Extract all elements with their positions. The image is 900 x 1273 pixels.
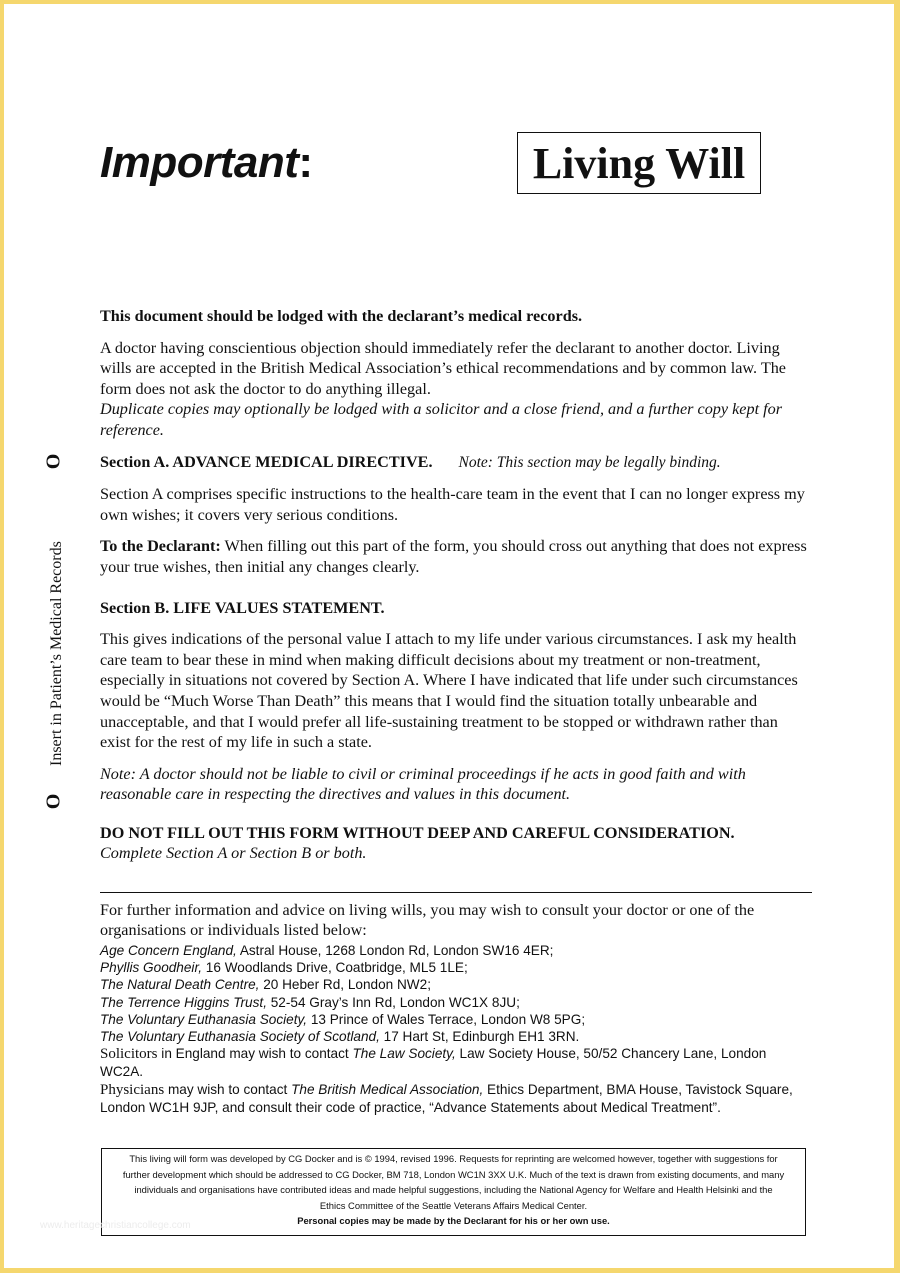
org-address: 20 Heber Rd, London NW2;: [259, 977, 431, 993]
lodged-notice: This document should be lodged with the declarant’s medical records.: [100, 307, 583, 325]
footer-credits: This living will form was developed by CG Docker and is © 1994, revised 1996. Requests for reprinting are welcomed however, together with suggestions for further development which should be addressed to CG Docker, BM 718, London WC1N 3XX U.K. Much of the text is drawn from existing documents, and many individuals and organisations have contributed ideas and made helpful suggestions, including the National Agency for Welfare and Health Helsinki and the Ethics Committee of the Seattle Veterans Affairs Medical Center.: [122, 1153, 785, 1211]
side-mark-bottom: O: [42, 793, 65, 810]
physicians-item: [100, 1081, 800, 1116]
list-item: [100, 942, 800, 959]
divider-line: [100, 892, 812, 893]
important-colon: :: [298, 138, 313, 187]
solicitors-mid: in England may wish to contact: [157, 1046, 353, 1062]
main-content: [100, 306, 812, 864]
section-b-note: Note: A doctor should not be liable to civil or criminal proceedings if he acts in good faith and with reasonable care in respecting the directives and values in this document.: [100, 764, 746, 804]
living-will-title: Living Will: [532, 138, 746, 188]
side-mark-top: O: [42, 453, 65, 470]
bma-address: Ethics Department, BMA House, Tavistock Square, London WC1H 9JP, and consult their code of practice, “Advance Statements about Medical Treatment”.: [100, 1081, 793, 1115]
solicitors-word: Solicitors: [100, 1046, 158, 1063]
org-name: Phyllis Goodheir,: [100, 960, 203, 976]
org-name: The Terrence Higgins Trust,: [100, 994, 267, 1010]
org-address: 16 Woodlands Drive, Coatbridge, ML5 1LE;: [202, 960, 468, 976]
warning-caps: DO NOT FILL OUT THIS FORM WITHOUT DEEP AND CAREFUL CONSIDERATION.: [100, 823, 735, 842]
document-page: [4, 4, 894, 1268]
declarant-text: When filling out this part of the form, you should cross out anything that does not express your true wishes, then initial any changes clearly.: [100, 537, 807, 576]
bma-name: The British Medical Association,: [291, 1081, 484, 1097]
important-heading: [100, 138, 313, 188]
org-address: 52-54 Gray’s Inn Rd, London WC1X 8JU;: [266, 994, 520, 1010]
watermark-text: www.heritagechristiancollege.com: [40, 1220, 191, 1231]
list-item: [100, 994, 800, 1011]
living-will-title-box: [517, 132, 761, 194]
section-b-heading: Section B. LIFE VALUES STATEMENT.: [100, 598, 385, 617]
list-item: [100, 976, 800, 993]
org-name: The Natural Death Centre,: [100, 977, 260, 993]
footer-credits-box: [101, 1148, 806, 1236]
physicians-word: Physicians: [100, 1081, 165, 1098]
org-address: Astral House, 1268 London Rd, London SW16 4ER;: [236, 943, 554, 958]
law-society-address: Law Society House, 50/52 Chancery Lane, London WC2A.: [100, 1046, 767, 1080]
section-a-heading: Section A. ADVANCE MEDICAL DIRECTIVE.: [100, 452, 433, 471]
list-item: [100, 959, 800, 976]
list-item: [100, 1028, 800, 1045]
list-item: [100, 1011, 800, 1028]
doctor-paragraph: A doctor having conscientious objection should immediately refer the declarant to another doctor. Living wills are accepted in the British Medical Association’s ethical recommendations and by common law. The form does not ask the doctor to do anything illegal.: [100, 338, 786, 398]
org-address: 13 Prince of Wales Terrace, London W8 5PG;: [307, 1011, 586, 1027]
complete-sections: Complete Section A or Section B or both.: [100, 844, 367, 863]
org-name: The Voluntary Euthanasia Society,: [100, 1011, 308, 1027]
section-a-body: Section A comprises specific instructions to the health-care team in the event that I can no longer express my own wishes; it covers very serious conditions.: [100, 485, 805, 524]
duplicate-copies-paragraph: Duplicate copies may optionally be lodged with a solicitor and a close friend, and a further copy kept for reference.: [100, 400, 783, 439]
important-word: Important: [100, 138, 299, 187]
physicians-mid: may wish to contact: [164, 1081, 292, 1097]
solicitors-item: [100, 1045, 800, 1080]
side-label-medical-records: Insert in Patient’s Medical Records: [48, 541, 65, 766]
org-address: 17 Hart St, Edinburgh EH1 3RN.: [379, 1029, 580, 1045]
personal-copies-note: Personal copies may be made by the Declarant for his or her own use.: [297, 1215, 610, 1227]
org-name: Age Concern England,: [100, 943, 237, 958]
declarant-instruction: [100, 536, 812, 577]
law-society-name: The Law Society,: [352, 1046, 456, 1062]
org-name: The Voluntary Euthanasia Society of Scotland,: [100, 1029, 380, 1045]
further-info-intro: For further information and advice on living wills, you may wish to consult your doctor or one of the organisations or individuals listed below:: [100, 901, 755, 939]
section-b-body: This gives indications of the personal value I attach to my life under various circumstances. I ask my health care team to bear these in mind when making difficult decisions about my treatment or non-treatment, especially in situations not covered by Section A. Where I have indicated that life under such circumstances would be “Much Worse Than Death” this means that I would find the situation totally unbearable and unacceptable, and that I would prefer all life-sustaining treatment to be stopped or withdrawn rather than exist for the rest of my life in such a state.: [100, 630, 798, 752]
organisation-list: [100, 942, 800, 1116]
section-a-heading-row: [100, 452, 812, 474]
declarant-label: To the Declarant:: [100, 537, 221, 556]
section-a-note: Note: This section may be legally binding.: [458, 453, 721, 471]
